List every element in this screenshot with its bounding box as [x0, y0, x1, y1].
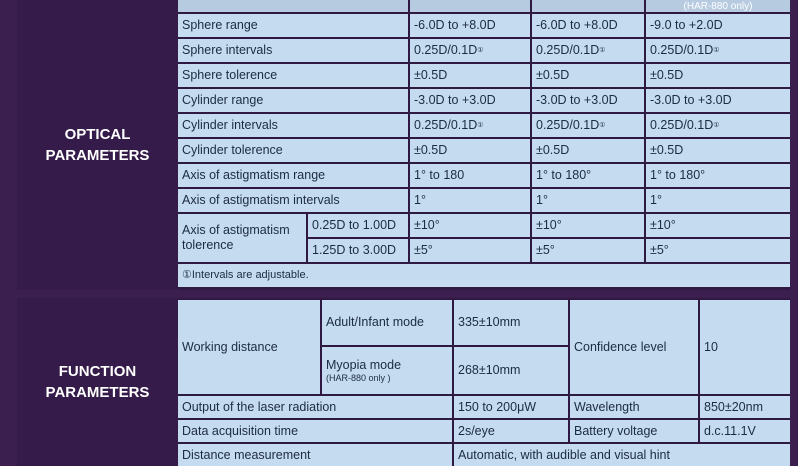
axis-tol-sub1: 0.25D to 1.00D	[308, 214, 408, 237]
laser-label: Output of the laser radiation	[178, 396, 452, 418]
row-label: Cylinder range	[178, 89, 408, 112]
row-value	[410, 139, 530, 162]
axis-tol-sub2-v2: ±5°	[532, 239, 644, 262]
battery-label: Battery voltage	[570, 420, 698, 442]
row-value-text: ±0.5D	[650, 68, 684, 82]
row-value	[410, 14, 530, 37]
axis-tol-sub2: 1.25D to 3.00D	[308, 239, 408, 262]
row-value-text: -6.0D to +8.0D	[536, 18, 618, 32]
row-value	[410, 89, 530, 112]
row-value	[532, 139, 644, 162]
row-value-text: ±0.5D	[536, 143, 570, 157]
axis-tolerence-label: Axis of astigmatism tolerence	[178, 214, 306, 262]
working-distance-label: Working distance	[178, 300, 320, 394]
row-value-text: -3.0D to +3.0D	[650, 93, 732, 107]
axis-tol-sub1-v1: ±10°	[410, 214, 530, 237]
axis-tol-sub1-v2: ±10°	[532, 214, 644, 237]
row-value-text: 0.25D/0.1D	[414, 118, 478, 132]
footnote: ①Intervals are adjustable.	[178, 264, 790, 287]
confidence-value: 10	[700, 300, 790, 394]
myopia-mode-label: Myopia mode	[326, 357, 402, 372]
footnote-marker: ①	[599, 122, 606, 129]
row-value-text: 1° to 180°	[650, 168, 706, 182]
row-value	[410, 64, 530, 87]
myopia-mode-value: 268±10mm	[454, 347, 568, 394]
row-value-text: ±0.5D	[414, 68, 448, 82]
adult-mode-label: Adult/Infant mode	[322, 300, 452, 345]
axis-tol-sub2-v1: ±5°	[410, 239, 530, 262]
distance-label: Distance measurement	[178, 444, 452, 466]
footnote-marker: ①	[713, 47, 720, 54]
optical-table	[178, 0, 790, 290]
footnote-marker: ①	[477, 122, 484, 129]
row-label: Sphere range	[178, 14, 408, 37]
row-value	[646, 139, 790, 162]
myopia-mode-cell	[322, 347, 452, 394]
row-value-text: 1° to 180°	[536, 168, 592, 182]
row-value	[532, 189, 644, 212]
row-label: Cylinder tolerence	[178, 139, 408, 162]
wavelength-label: Wavelength	[570, 396, 698, 418]
row-value	[410, 114, 530, 137]
optical-parameters-panel	[17, 0, 790, 290]
row-label: Axis of astigmatism range	[178, 164, 408, 187]
row-value	[532, 14, 644, 37]
row-value	[532, 39, 644, 62]
row-value	[410, 189, 530, 212]
row-label: Cylinder intervals	[178, 114, 408, 137]
axis-tol-sub2-v3: ±5°	[646, 239, 790, 262]
row-value-text: 0.25D/0.1D	[536, 43, 600, 57]
row-value-text: ±0.5D	[414, 143, 448, 157]
battery-value: d.c.11.1V	[700, 420, 790, 442]
row-value-text: 1°	[414, 193, 426, 207]
row-value	[532, 89, 644, 112]
row-value-text: ±0.5D	[536, 68, 570, 82]
footnote-marker: ①	[477, 47, 484, 54]
footnote-marker: ①	[713, 122, 720, 129]
row-value	[532, 114, 644, 137]
wavelength-value: 850±20nm	[700, 396, 790, 418]
acquisition-value: 2s/eye	[454, 420, 568, 442]
laser-value: 150 to 200μW	[454, 396, 568, 418]
function-table	[178, 298, 790, 466]
row-label: Sphere tolerence	[178, 64, 408, 87]
header-cell	[532, 0, 644, 12]
row-value	[646, 64, 790, 87]
row-value	[646, 14, 790, 37]
function-section-header	[17, 298, 178, 466]
confidence-label: Confidence level	[570, 300, 698, 394]
function-parameters-panel	[17, 298, 790, 466]
row-value-text: ±0.5D	[650, 143, 684, 157]
row-label: Axis of astigmatism intervals	[178, 189, 408, 212]
footnote-marker: ①	[599, 47, 606, 54]
row-value-text: 0.25D/0.1D	[414, 43, 478, 57]
row-value	[646, 189, 790, 212]
acquisition-label: Data acquisition time	[178, 420, 452, 442]
adult-mode-value: 335±10mm	[454, 300, 568, 345]
row-value-text: -3.0D to +3.0D	[536, 93, 618, 107]
myopia-mode-note: (HAR-880 only )	[326, 372, 391, 383]
row-value	[410, 164, 530, 187]
header-note: (HAR-880 only)	[646, 0, 790, 12]
header-cell	[178, 0, 408, 12]
distance-value: Automatic, with audible and visual hint	[454, 444, 790, 466]
function-title: FUNCTION PARAMETERS	[45, 363, 150, 401]
optical-section-header	[17, 0, 178, 290]
row-value	[646, 39, 790, 62]
row-value-text: -6.0D to +8.0D	[414, 18, 496, 32]
header-cell	[410, 0, 530, 12]
row-value-text: 0.25D/0.1D	[536, 118, 600, 132]
row-value-text: 0.25D/0.1D	[650, 118, 714, 132]
row-value	[646, 114, 790, 137]
row-value	[646, 164, 790, 187]
axis-tol-sub1-v3: ±10°	[646, 214, 790, 237]
row-value	[532, 64, 644, 87]
row-value-text: -9.0 to +2.0D	[650, 18, 723, 32]
row-value-text: 1°	[536, 193, 548, 207]
row-value-text: 0.25D/0.1D	[650, 43, 714, 57]
row-value	[646, 89, 790, 112]
row-value	[410, 39, 530, 62]
row-value-text: 1° to 180	[414, 168, 465, 182]
optical-title: OPTICAL PARAMETERS	[45, 126, 150, 164]
row-label: Sphere intervals	[178, 39, 408, 62]
row-value	[532, 164, 644, 187]
row-value-text: 1°	[650, 193, 662, 207]
row-value-text: -3.0D to +3.0D	[414, 93, 496, 107]
